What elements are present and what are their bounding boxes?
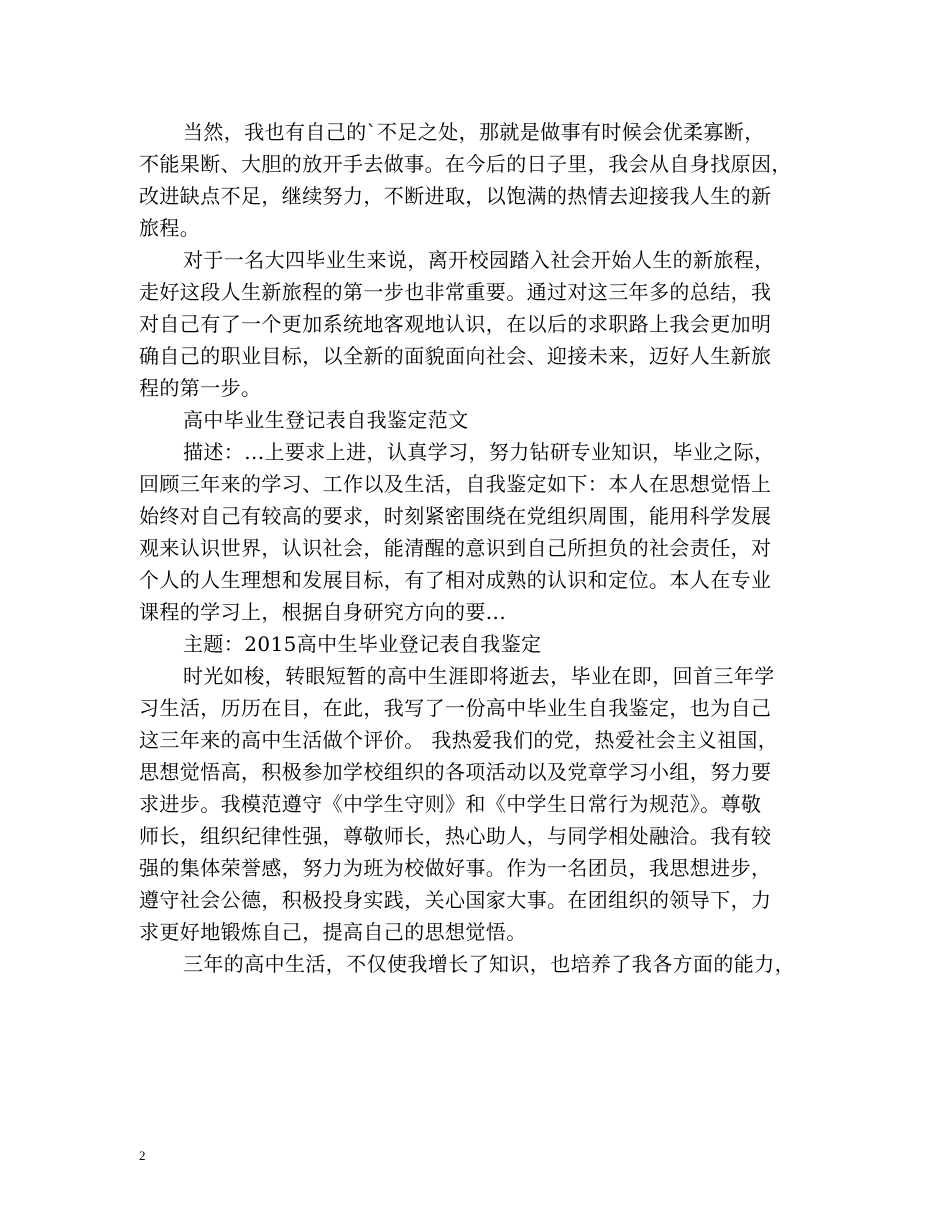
text-line: 习生活，历历在目，在此，我写了一份高中毕业生自我鉴定，也为自己	[139, 696, 772, 720]
text-line: 确自己的职业目标，以全新的面貌面向社会、迎接未来，迈好人生新旅	[139, 344, 772, 368]
page-number: 2	[139, 1148, 146, 1163]
text-line: 个人的人生理想和发展目标，有了相对成熟的认识和定位。本人在专业	[139, 568, 772, 592]
text-line: 对自己有了一个更加系统地客观地认识，在以后的求职路上我会更加明	[139, 312, 772, 336]
text-line: 遵守社会公德，积极投身实践，关心国家大事。在团组织的领导下，力	[139, 888, 772, 912]
text-line: 时光如梭，转眼短暂的高中生涯即将逝去，毕业在即，回首三年学	[183, 664, 775, 688]
text-line: 强的集体荣誉感，努力为班为校做好事。作为一名团员，我思想进步，	[139, 856, 772, 880]
text-line: 求更好地锻炼自己，提高自己的思想觉悟。	[139, 920, 527, 944]
text-line: 高中毕业生登记表自我鉴定范文	[183, 408, 469, 432]
text-line: 观来认识世界，认识社会，能清醒的意识到自己所担负的社会责任，对	[139, 536, 772, 560]
document-body	[139, 116, 824, 980]
text-line: 对于一名大四毕业生来说，离开校园踏入社会开始人生的新旅程，	[183, 248, 775, 272]
text-line: 改进缺点不足，继续努力，不断进取，以饱满的热情去迎接我人生的新	[139, 184, 772, 208]
text-line: 描述：...上要求上进，认真学习，努力钻研专业知识，毕业之际，	[183, 440, 775, 464]
text-line: 旅程。	[139, 216, 201, 240]
text-line: 课程的学习上，根据自身研究方向的要...	[139, 600, 507, 624]
text-line: 不能果断、大胆的放开手去做事。在今后的日子里，我会从自身找原因，	[139, 152, 792, 176]
text-line: 当然，我也有自己的`不足之处，那就是做事有时候会优柔寡断，	[183, 120, 765, 144]
text-line: 师长，组织纪律性强，尊敬师长，热心助人，与同学相处融洽。我有较	[139, 824, 772, 848]
text-line: 三年的高中生活，不仅使我增长了知识，也培养了我各方面的能力，	[183, 952, 795, 976]
text-line: 程的第一步。	[139, 376, 262, 400]
text-line: 这三年来的高中生活做个评价。 我热爱我们的党，热爱社会主义祖国，	[139, 728, 779, 752]
text-line: 走好这段人生新旅程的第一步也非常重要。通过对这三年多的总结，我	[139, 280, 772, 304]
text-line: 主题：2015高中生毕业登记表自我鉴定	[183, 632, 542, 656]
text-line: 回顾三年来的学习、工作以及生活，自我鉴定如下：本人在思想觉悟上	[139, 472, 772, 496]
text-line: 思想觉悟高，积极参加学校组织的各项活动以及党章学习小组，努力要	[139, 760, 772, 784]
text-line: 始终对自己有较高的要求，时刻紧密围绕在党组织周围，能用科学发展	[139, 504, 772, 528]
text-line: 求进步。我模范遵守《中学生守则》和《中学生日常行为规范》。尊敬	[139, 792, 762, 816]
